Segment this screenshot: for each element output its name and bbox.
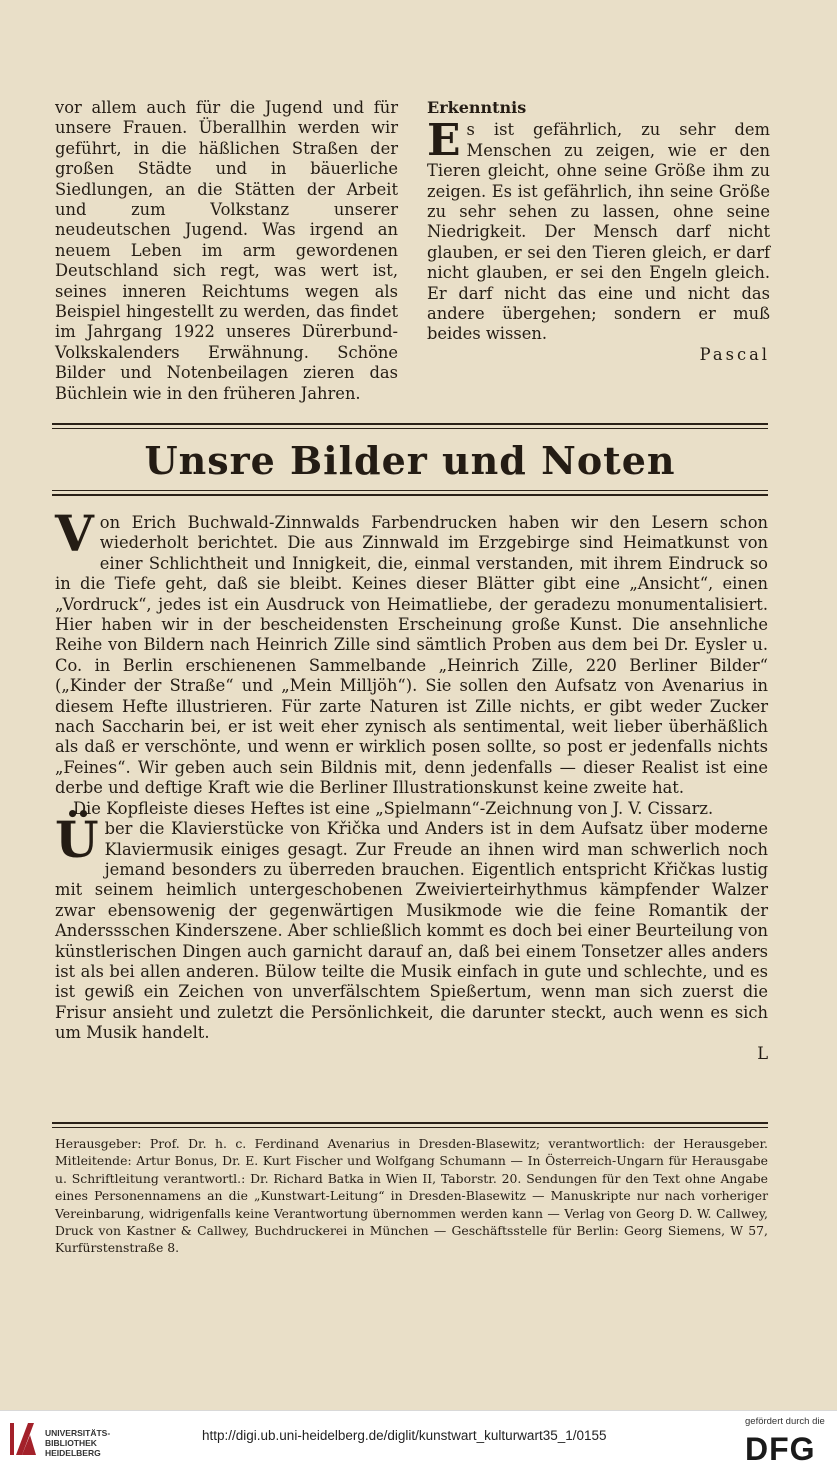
- paragraph-klavierstuecke: [55, 810, 768, 1043]
- paragraph-text: ber die Klavierstücke von Křička und Anders ist in dem Aufsatz über moderne Klaviermusik einiges gesagt. Zur Freude an ihnen wird man schwerlich noch jemand besonders zu überreden brauchen. Eigentlich entspricht Křičkas lustig mit seinem heimlich untergeschobenen Zweivierteirhythmus kämpfender Walzer zwar ebensowenig der gegenwärtigen Musikmode wie die feine Romantik der Anderssschen Kinderszene. Aber schließlich kommt es doch bei einer Beurteilung von künstlerischen Dingen auch garnicht darauf an, daß bei einem Tonsetzer alles anders ist als bei allen anderen. Bülow teilte die Musik einfach in gute und schlechte, und es ist gewiß ein Zeichen von unverfälschtem Spießertum, wenn man sich zuerst die Frisur ansieht und zuletzt die Persönlichkeit, die darunter steckt, auch wenn es sich um Musik handelt.: [55, 819, 768, 1043]
- initial-letter: V: [55, 504, 94, 563]
- library-name[interactable]: [45, 1428, 110, 1458]
- library-name-line: BIBLIOTHEK: [45, 1438, 97, 1448]
- top-rule-thin: [52, 428, 768, 429]
- viewer-footer: [0, 1410, 837, 1474]
- right-column: [427, 98, 770, 365]
- article-body: [55, 504, 768, 1064]
- title-rule-thin: [52, 490, 768, 491]
- article-signature: L: [757, 1043, 768, 1063]
- title-rule-thick: [52, 494, 768, 496]
- erkenntnis-paragraph: [427, 115, 770, 365]
- ub-heidelberg-logo-icon[interactable]: [8, 1419, 40, 1459]
- library-name-line: HEIDELBERG: [45, 1448, 101, 1458]
- funded-by-label: gefördert durch die: [745, 1416, 825, 1427]
- initial-letter: Ü: [55, 810, 99, 870]
- paragraph-buchwald-zille: [55, 504, 768, 799]
- dfg-logo[interactable]: DFG: [745, 1431, 816, 1467]
- imprint-text: Herausgeber: Prof. Dr. h. c. Ferdinand Avenarius in Dresden-Blasewitz; verantwortlich: der Herausgeber. Mitleitende: Artur Bonus, Dr. E. Kurt Fischer und Wolfgang Schumann — In Österreich-Ungarn für Herausgabe u. Schriftleitung verantwortl.: Dr. Richard Batka in Wien II, Taborstr. 20. Sendungen für den Text ohne Angabe eines Personennamens an die „Kunstwart-Leitung“ in Dresden-Blasewitz — Manuskripte nur nach vorheriger Vereinbarung, widrigenfalls keine Verantwortung übernommen werden kann — Verlag von Georg D. W. Callwey, Druck von Kastner & Callwey, Buchdruckerei in München — Geschäftsstelle für Berlin: Georg Siemens, W 57, Kurfürstenstraße 8.: [55, 1136, 768, 1256]
- author-signature: Pascal: [699, 344, 770, 364]
- permalink-url[interactable]: http://digi.ub.uni-heidelberg.de/diglit/kunstwart_kulturwart35_1/0155: [202, 1428, 607, 1443]
- erkenntnis-text: s ist gefährlich, zu sehr dem Menschen zu zeigen, wie er den Tieren gleicht, ohne seine Größe ihm zu zeigen. Es ist gefährlich, ihn seine Größe zu sehr sehen zu lassen, ohne seine Niedrigkeit. Der Mensch darf nicht glauben, er sei den Tieren gleich, er darf nicht glauben, er sei den Engeln gleich. Er darf nicht das eine und nicht das andere übergehen; sondern er muß beides wissen.: [427, 120, 770, 344]
- imprint: [55, 1135, 768, 1257]
- page-title: Unsre Bilder und Noten: [144, 438, 676, 483]
- library-name-line: UNIVERSITÄTS-: [45, 1428, 111, 1438]
- top-rule-thick: [52, 423, 768, 425]
- imprint-rule-thin: [52, 1127, 768, 1128]
- paragraph-text: on Erich Buchwald-Zinnwalds Farbendrucken haben wir den Lesern schon wiederholt berichtet. Die aus Zinnwald im Erzgebirge sind Heimatkunst von einer Schlichtheit und Innigkeit, die, einmal verstanden, mit ihrem Eindruck so in die Tiefe geht, daß sie bleibt. Keines dieser Blätter gibt eine „Ansicht“, einen „Vordruck“, jedes ist ein Ausdruck von Heimatliebe, der geradezu monumentalisiert. Hier haben wir in der bescheidensten Erscheinung große Kunst. Die ansehnliche Reihe von Bildern nach Heinrich Zille sind sämtlich Proben aus dem bei Dr. Eysler u. Co. in Berlin erschienenen Sammelbande „Heinrich Zille, 220 Berliner Bilder“ („Kinder der Straße“ und „Mein Milljöh“). Sie sollen den Aufsatz von Avenarius in diesem Hefte illustrieren. Für zarte Naturen ist Zille nichts, er gibt weder Zucker nach Saccharin bei, er ist weit eher zynisch als sentimental, weit lieber überhäßlich als daß er verschönte, und wenn er wirklich posen sollte, so post er jedenfalls nichts „Feines“. Wir geben auch sein Bildnis mit, denn jedenfalls — dieser Realist ist eine derbe und deftige Kraft wie die Berliner Illustrationskunst keine zweite hat.: [55, 513, 768, 798]
- imprint-rule-thick: [52, 1122, 768, 1124]
- drop-cap: E: [427, 115, 461, 167]
- left-column-text: vor allem auch für die Jugend und für unsere Frauen. Überallhin werden wir geführt, in die häßlichen Straßen der großen Städte und in bäuerliche Siedlungen, an die Stätten der Arbeit und zum Volkstanz unserer neudeutschen Jugend. Was irgend an neuem Leben im arm gewordenen Deutschland sich regt, was wert ist, seines inneren Reichtums wegen als Beispiel hingestellt zu werden, das findet im Jahrgang 1922 unseres Dürerbund-Volkskalenders Erwähnung. Schöne Bilder und Notenbeilagen zieren das Büchlein wie in den früheren Jahren.: [55, 98, 398, 403]
- left-column: [55, 98, 398, 404]
- paragraph-kopfleiste: Die Kopfleiste dieses Heftes ist eine „Spielmann“-Zeichnung von J. V. Cissarz.: [73, 798, 714, 818]
- section-heading-erkenntnis: Erkenntnis: [427, 98, 527, 117]
